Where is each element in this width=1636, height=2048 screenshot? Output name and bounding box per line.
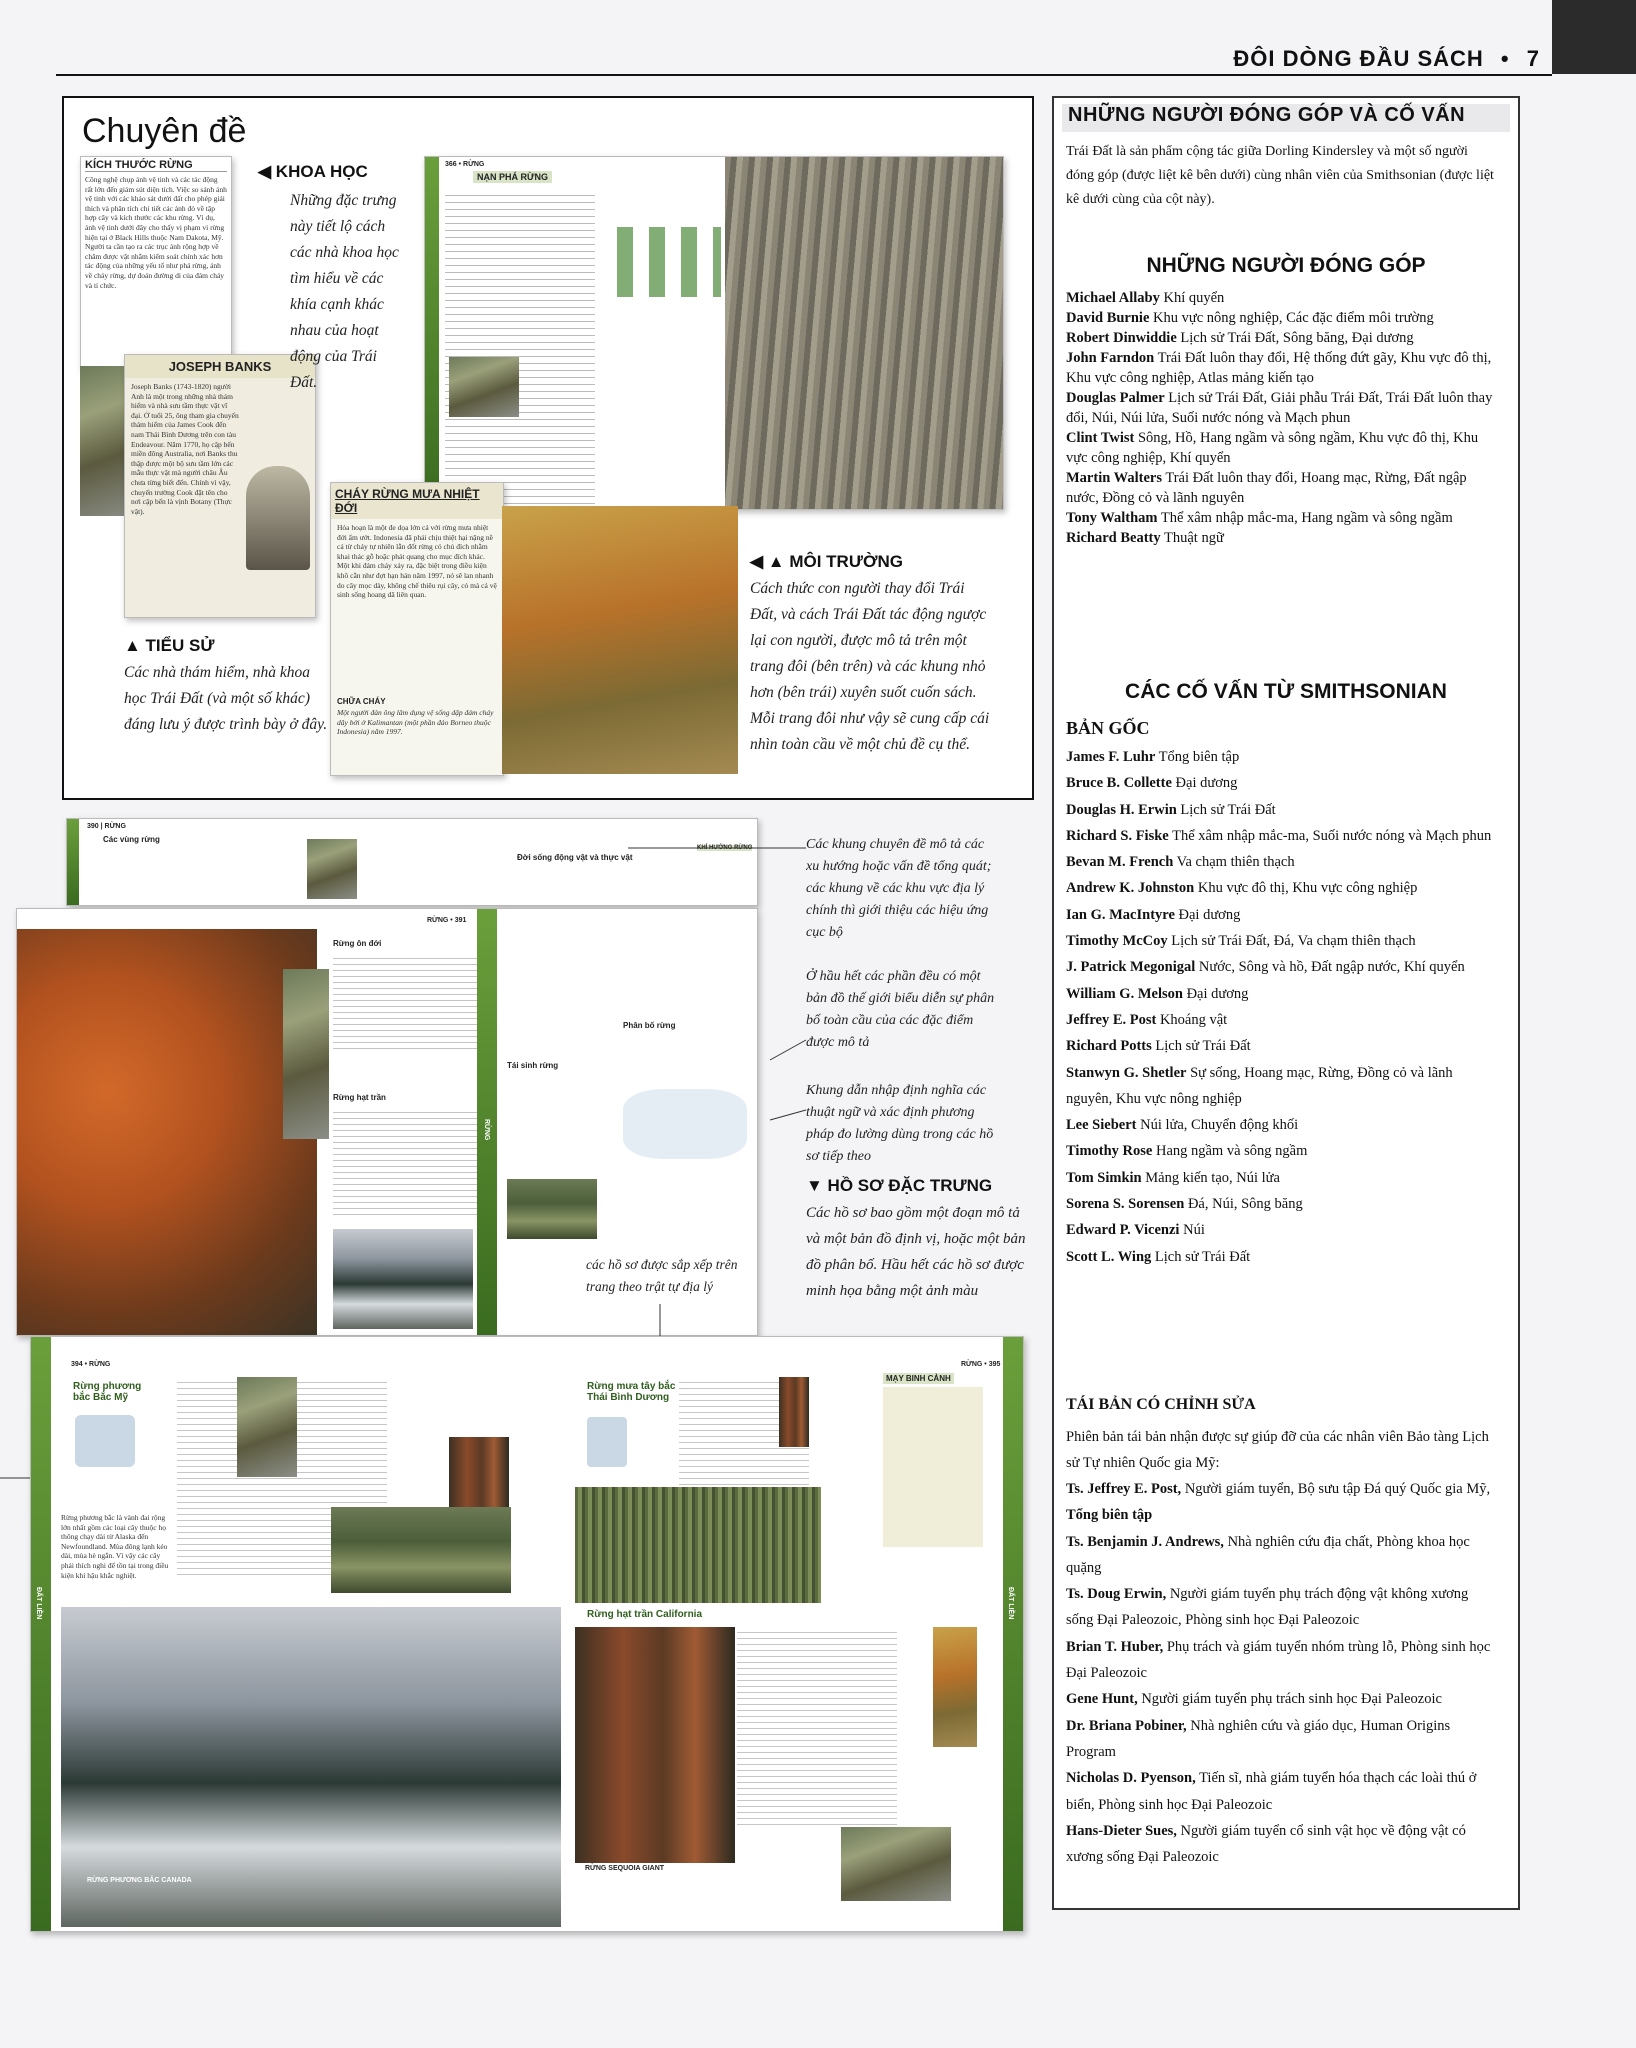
- credit-name: Ts. Benjamin J. Andrews,: [1066, 1533, 1224, 1550]
- credit-role: Lịch sử Trái Đất: [1151, 1248, 1251, 1265]
- sidebar-box-title: MẠY BINH CẢNH: [883, 1373, 954, 1384]
- credit-entry: [1066, 1007, 1494, 1033]
- credit-entry: [1066, 1581, 1494, 1634]
- left-tab: ĐẤT LIỀN: [35, 1587, 42, 1620]
- inset-body: Hỏa hoạn là một đe dọa lớn cả với rừng mưa nhiệt đới ẩm ướt. Indonesia đã phải chịu thiệt hại nặng nề cả từ cháy tự nhiên lẫn đốt rừng có chủ đích nhằm khai thác gỗ hoặc phát quang cho mục đích khác. Một khi đám cháy xảy ra, đặc biệt trong điều kiện khô cằn như đợt hạn hán năm 1997, nó sẽ lan nhanh do cây mọc dày, không chế thiêu rụi cây, cỏ mà cả vệ sinh sống hoang dã liên quan.: [337, 523, 497, 600]
- credit-name: Douglas H. Erwin: [1066, 801, 1177, 818]
- credit-role: Va chạm thiên thạch: [1173, 854, 1295, 871]
- credit-name: Douglas Palmer: [1066, 390, 1165, 406]
- inset-title: KÍCH THƯỚC RỪNG: [85, 159, 227, 172]
- credit-extra: Tổng biên tập: [1066, 1507, 1153, 1524]
- inset-title: JOSEPH BANKS: [125, 355, 315, 378]
- credit-name: Martin Walters: [1066, 470, 1162, 486]
- caption-text: Một người đàn ông lâm dụng vệ sống dập đám cháy dây bởi ở Kalimantan (một phần đảo Borneo thuộc Indonesia) năm 1997.: [337, 708, 494, 737]
- spread-title: Rừng ôn đới: [333, 939, 382, 948]
- credit-name: Timothy Rose: [1066, 1143, 1153, 1160]
- credit-entry: [1066, 388, 1494, 428]
- credit-role: Nhà nghiên cứu và giáo dục, Human Origins Program: [1066, 1717, 1451, 1760]
- revised-intro: Phiên bản tái bản nhận được sự giúp đỡ của các nhân viên Bảo tàng Lịch sử Tự nhiên Quốc gia Mỹ:: [1066, 1429, 1489, 1471]
- credit-name: Stanwyn G. Shetler: [1066, 1064, 1187, 1081]
- credit-entry: [1066, 348, 1494, 388]
- credit-role: Đại dương: [1182, 985, 1249, 1002]
- spread-tab: KHÍ HƯỚNG RỪNG: [697, 845, 753, 851]
- contributors-heading: NHỮNG NGƯỜI ĐÓNG GÓP: [1146, 254, 1426, 277]
- credit-name: Ian G. MacIntyre: [1066, 906, 1175, 923]
- credit-entry: [1066, 508, 1494, 528]
- credit-name: William G. Melson: [1066, 985, 1183, 1002]
- credit-name: Scott L. Wing: [1066, 1248, 1152, 1265]
- credit-name: Tony Waltham: [1066, 510, 1158, 526]
- side-tab: RỪNG: [483, 1119, 490, 1141]
- chuyen-de-title: Chuyên đề: [82, 112, 247, 150]
- credit-name: Sorena S. Sorensen: [1066, 1196, 1185, 1213]
- spread-folio: RỪNG • 391: [427, 917, 467, 924]
- credit-name: Jeffrey E. Post: [1066, 1011, 1157, 1028]
- credit-role: Người giám tuyển phụ trách động vật không xương sống Đại Paleozoic, Phòng sinh học Đại Paleozoic: [1066, 1586, 1469, 1629]
- revised-list: [1066, 1476, 1494, 1870]
- spread-folio: 366 • RỪNG: [445, 161, 485, 168]
- credit-entry: [1066, 1529, 1494, 1582]
- credit-entry: [1066, 1634, 1494, 1687]
- spread-folio: 394 • RỪNG: [71, 1361, 111, 1368]
- credit-entry: [1066, 1686, 1494, 1712]
- annot-ban-do: Ở hầu hết các phần đều có một bản đồ thế giới biểu diễn sự phân bố toàn cầu của các đặc điểm được mô tả: [806, 969, 995, 1050]
- original-advisors-list: [1066, 744, 1494, 1270]
- revised-heading: TÁI BẢN CÓ CHỈNH SỬA: [1066, 1396, 1256, 1413]
- page-number: 7: [1526, 46, 1540, 71]
- credit-name: Timothy McCoy: [1066, 933, 1168, 950]
- credit-role: Đại dương: [1171, 775, 1238, 792]
- spread-title: Rừng phương bắc Bắc Mỹ: [73, 1381, 142, 1403]
- credit-role: Người giám tuyển cổ sinh vật học về động vật có xương sống Đại Paleozoic: [1066, 1822, 1466, 1866]
- credit-name: Tom Simkin: [1066, 1169, 1142, 1186]
- credit-name: Edward P. Vicenzi: [1066, 1222, 1180, 1239]
- credit-role: Thuật ngữ: [1160, 530, 1224, 546]
- credit-role: Người giám tuyển, Bộ sưu tập Đá quý Quốc gia Mỹ,: [1181, 1481, 1491, 1497]
- original-heading: BẢN GỐC: [1066, 718, 1150, 738]
- credit-name: Nicholas D. Pyenson,: [1066, 1770, 1196, 1787]
- credit-role: Hang ngầm và sông ngầm: [1152, 1143, 1308, 1160]
- credit-name: Andrew K. Johnston: [1066, 880, 1195, 897]
- credit-role: Phụ trách và giám tuyển nhóm trùng lỗ, Phòng sinh học Đại Paleozoic: [1066, 1638, 1491, 1682]
- spread-title: Rừng hạt trần: [333, 1093, 386, 1102]
- khoa-hoc-text: Những đặc trưng này tiết lộ cách các nhà khoa học tìm hiểu về các khía cạnh khác nhau của hoạt động của Trái Đất.: [290, 192, 399, 391]
- credit-entry: [1066, 849, 1494, 875]
- credit-entry: [1066, 1165, 1494, 1191]
- moi-truong-label: ◀ ▲ MÔI TRƯỜNG: [750, 552, 903, 571]
- credit-entry: [1066, 528, 1494, 548]
- credits-header: [1062, 104, 1510, 132]
- credit-entry: [1066, 954, 1494, 980]
- credit-name: Richard Potts: [1066, 1038, 1152, 1055]
- spread-title: Tái sinh rừng: [507, 1061, 559, 1070]
- credit-role: Lịch sử Trái Đất, Giải phẫu Trái Đất, Trái Đất luôn thay đổi, Núi, Núi lửa, Suối nước nóng và Mạch phun: [1066, 390, 1493, 426]
- credit-name: Ts. Jeffrey E. Post,: [1066, 1481, 1182, 1497]
- credit-name: Richard S. Fiske: [1066, 827, 1169, 844]
- credit-name: Ts. Doug Erwin,: [1066, 1586, 1167, 1603]
- credits-heading: NHỮNG NGƯỜI ĐÓNG GÓP VÀ CỐ VẤN: [1068, 104, 1466, 126]
- credit-name: Gene Hunt,: [1066, 1691, 1138, 1708]
- moi-truong-text: Cách thức con người thay đổi Trái Đất, và cách Trái Đất tác động ngược lại con người, được mô tả trên một trang đôi (bên trên) và các khung nhỏ hơn (bên trái) xuyên suốt cuốn sách. Mỗi trang đôi như vậy sẽ cung cấp cái nhìn toàn cầu về một chủ đề cụ thể.: [750, 580, 990, 753]
- credit-entry: [1066, 1060, 1494, 1113]
- credit-entry: [1066, 1765, 1494, 1818]
- credit-role: Đá, Núi, Sông băng: [1184, 1196, 1303, 1213]
- credit-name: Bruce B. Collette: [1066, 775, 1172, 792]
- ho-so-text: Các hồ sơ bao gồm một đoạn mô tả và một bản đồ định vị, hoặc một bản đồ phân bố. Hầu hết các hồ sơ được minh họa bằng một ảnh màu: [806, 1205, 1026, 1299]
- inset-body: Joseph Banks (1743-1820) người Anh là một trong những nhà thám hiểm và nhà sưu tầm thực vật vĩ đại. Ở tuổi 25, ông tham gia chuyến thám hiểm của James Cook đến nam Thái Bình Dương trên con tàu Endeavour. Năm 1770, họ cập bến miền đông Australia, nơi Banks thu thập được một bộ sưu tầm lớn các mẫu thực vật mà người châu Âu chưa từng biết đến. Chính vì vậy, chuyến trường Cook đặt tên cho nơi cập bến là vịnh Botany (Thực vật).: [131, 382, 239, 516]
- section-title: ĐÔI DÒNG ĐẦU SÁCH: [1233, 46, 1484, 71]
- credit-role: Người giám tuyển phụ trách sinh học Đại Paleozoic: [1137, 1691, 1442, 1708]
- credit-entry: [1066, 428, 1494, 468]
- credit-entry: [1066, 981, 1494, 1007]
- credit-role: Thể xâm nhập mắc-ma, Suối nước nóng và Mạch phun: [1168, 827, 1492, 844]
- credit-name: Bevan M. French: [1066, 854, 1174, 871]
- photo-caption: RỪNG SEQUOIA GIANT: [585, 1865, 665, 1872]
- credit-entry: [1066, 797, 1494, 823]
- spread-folio: 390 | RỪNG: [87, 823, 126, 830]
- advisors-heading: CÁC CỐ VẤN TỪ SMITHSONIAN: [1125, 680, 1447, 703]
- credit-role: Lịch sử Trái Đất: [1176, 801, 1276, 818]
- credit-entry: [1066, 1818, 1494, 1871]
- credit-name: James F. Luhr: [1066, 749, 1156, 765]
- tieu-su-text: Các nhà thám hiểm, nhà khoa học Trái Đất (và một số khác) đáng lưu ý được trình bày ở đây.: [124, 664, 328, 733]
- credit-role: Sự sống, Hoang mạc, Rừng, Đồng cỏ và lãnh nguyên, Khu vực nông nghiệp: [1066, 1064, 1453, 1107]
- spread-rung-phuong-bac: [30, 1336, 1024, 1932]
- credit-role: Khí quyển: [1159, 290, 1225, 306]
- annot-xep-tren-trang: các hồ sơ được sắp xếp trên trang theo trật tự địa lý: [586, 1257, 738, 1294]
- spread-title: Đời sống động vật và thực vật: [517, 853, 633, 862]
- credit-role: Núi lửa, Chuyển động khối: [1136, 1117, 1299, 1134]
- tieu-su-label: ▲ TIỂU SỬ: [124, 636, 215, 655]
- credit-name: Lee Siebert: [1066, 1117, 1137, 1134]
- annot-khung-chuyen-de: Các khung chuyên đề mô tả các xu hướng hoặc vấn đề tổng quát; các khung về các khu vực địa lý chính thì giới thiệu các hiệu ứng cục bộ: [806, 837, 992, 940]
- credit-name: Hans-Dieter Sues,: [1066, 1822, 1177, 1839]
- spread-tab: NẠN PHÁ RỪNG: [473, 171, 552, 183]
- credit-role: Nước, Sông và hồ, Đất ngập nước, Khí quyển: [1195, 959, 1465, 976]
- spread-title: Rừng mưa tây bắc Thái Bình Dương: [587, 1381, 676, 1403]
- credit-role: Nhà nghiên cứu địa chất, Phòng khoa học quặng: [1066, 1533, 1470, 1576]
- credit-entry: [1066, 875, 1494, 901]
- credit-entry: [1066, 1476, 1494, 1529]
- credit-entry: [1066, 1217, 1494, 1243]
- credit-role: Trái Đất luôn thay đổi, Hệ thống đứt gãy, Khu vực đô thị, Khu vực công nghiệp, Atlas mảng kiến tạo: [1066, 350, 1492, 386]
- credit-role: Sông, Hồ, Hang ngầm và sông ngầm, Khu vực đô thị, Khu vực công nghiệp, Khí quyển: [1066, 430, 1479, 466]
- credit-entry: [1066, 823, 1494, 849]
- credit-entry: [1066, 328, 1494, 348]
- credit-entry: [1066, 288, 1494, 308]
- credit-role: Mảng kiến tạo, Núi lửa: [1141, 1169, 1280, 1186]
- credit-role: Lịch sử Trái Đất, Đá, Va chạm thiên thạch: [1167, 933, 1416, 950]
- spread-folio: RỪNG • 395: [961, 1361, 1001, 1368]
- inset-title: CHÁY RỪNG MƯA NHIỆT ĐỚI: [331, 483, 503, 519]
- credit-role: Tiến sĩ, nhà giám tuyển hóa thạch các loài thú ở biển, Phòng sinh học Đại Paleozoic: [1066, 1770, 1477, 1813]
- credit-entry: [1066, 1033, 1494, 1059]
- right-tab: ĐẤT LIỀN: [1007, 1587, 1014, 1620]
- credit-name: Clint Twist: [1066, 430, 1135, 446]
- credit-role: Trái Đất luôn thay đổi, Hoang mạc, Rừng, Đất ngập nước, Đồng cỏ và lãnh nguyên: [1066, 470, 1467, 506]
- credit-name: David Burnie: [1066, 310, 1150, 326]
- credit-entry: [1066, 1112, 1494, 1138]
- credit-name: J. Patrick Megonigal: [1066, 959, 1196, 976]
- photo-caption: RỪNG PHƯƠNG BẮC CANADA: [87, 1877, 192, 1884]
- credit-entry: [1066, 902, 1494, 928]
- credit-role: Thể xâm nhập mắc-ma, Hang ngầm và sông ngầm: [1157, 510, 1453, 526]
- spread-title: Rừng hạt trần California: [587, 1609, 703, 1620]
- annot-khung-dan-nhap: Khung dẫn nhập định nghĩa các thuật ngữ và xác định phương pháp đo lường dùng trong các hồ sơ tiếp theo: [806, 1083, 994, 1164]
- credit-entry: [1066, 468, 1494, 508]
- credit-entry: [1066, 928, 1494, 954]
- ho-so-label: ▼ HỒ SƠ ĐẶC TRƯNG: [806, 1176, 993, 1195]
- credit-role: Núi: [1179, 1222, 1205, 1239]
- credit-name: Robert Dinwiddie: [1066, 330, 1177, 346]
- inset-body: Công nghệ chụp ảnh vệ tinh và các tác động rất lớn đến giảm sút diện tích. Việc so sánh ảnh vệ tinh với các khảo sát dưới đất cho phép giải thích và phân tích chi tiết các ảnh đó về tập hợp cây và kích thước các khu rừng. Vì dụ, ảnh vệ tinh dưới đây cho thấy vị phạm vi rừng hiện tại ở Black Hills thuộc Nam Dakota, Mỹ. Người ta cần tạo ra các trục ảnh rộng hợp về chăm được vật nhằm kiểm soát chính xác hơn tác động của những yếu tố như phá rừng, ảnh về cháy rừng, dự đoán đường di của đám cháy và tỉ chức.: [85, 175, 227, 290]
- credit-entry: [1066, 1244, 1494, 1270]
- credit-entry: [1066, 1191, 1494, 1217]
- credit-role: Khu vực đô thị, Khu vực công nghiệp: [1194, 880, 1418, 897]
- credit-role: Tổng biên tập: [1155, 749, 1240, 765]
- credit-entry: [1066, 308, 1494, 328]
- credit-role: Khu vực nông nghiệp, Các đặc điểm môi trường: [1149, 310, 1434, 326]
- khoa-hoc-label: ◀ KHOA HỌC: [258, 162, 368, 181]
- spread-title: Phân bố rừng: [623, 1021, 676, 1030]
- credit-entry: [1066, 1713, 1494, 1766]
- credit-role: Khoáng vật: [1156, 1011, 1228, 1028]
- credit-name: Michael Allaby: [1066, 290, 1160, 306]
- credit-name: Dr. Briana Pobiner,: [1066, 1717, 1187, 1734]
- credit-entry: [1066, 770, 1494, 796]
- credits-intro: Trái Đất là sản phẩm cộng tác giữa Dorling Kindersley và một số người đóng góp (được liệt kê bên dưới) cùng nhân viên của Smithsonian (được liệt kê dưới cùng của cột này).: [1066, 144, 1494, 207]
- credit-name: Brian T. Huber,: [1066, 1638, 1164, 1655]
- spread-body: Rừng phương bắc là vành đai rộng lớn nhất gồm các loại cây thuộc họ thông chạy dài từ Alaska đến Newfoundland. Mùa đông lạnh kéo dài, mùa hè ngắn. Vì vậy các cây phải thích nghi để tồn tại trong điều kiện khí hậu khắc nghiệt.: [61, 1513, 169, 1580]
- credit-role: Lịch sử Trái Đất, Sông băng, Đại dương: [1176, 330, 1414, 346]
- credit-role: Lịch sử Trái Đất: [1151, 1038, 1251, 1055]
- locator-map: [75, 1415, 135, 1467]
- contributors-list: [1066, 288, 1494, 548]
- credit-role: Đại dương: [1174, 906, 1241, 923]
- credit-name: John Farndon: [1066, 350, 1155, 366]
- credit-entry: [1066, 1138, 1494, 1164]
- credit-entry: [1066, 744, 1494, 770]
- header-separator: •: [1500, 46, 1510, 71]
- credit-name: Richard Beatty: [1066, 530, 1161, 546]
- spread-title: Các vùng rừng: [103, 835, 160, 844]
- caption-title: CHỮA CHÁY: [337, 697, 386, 706]
